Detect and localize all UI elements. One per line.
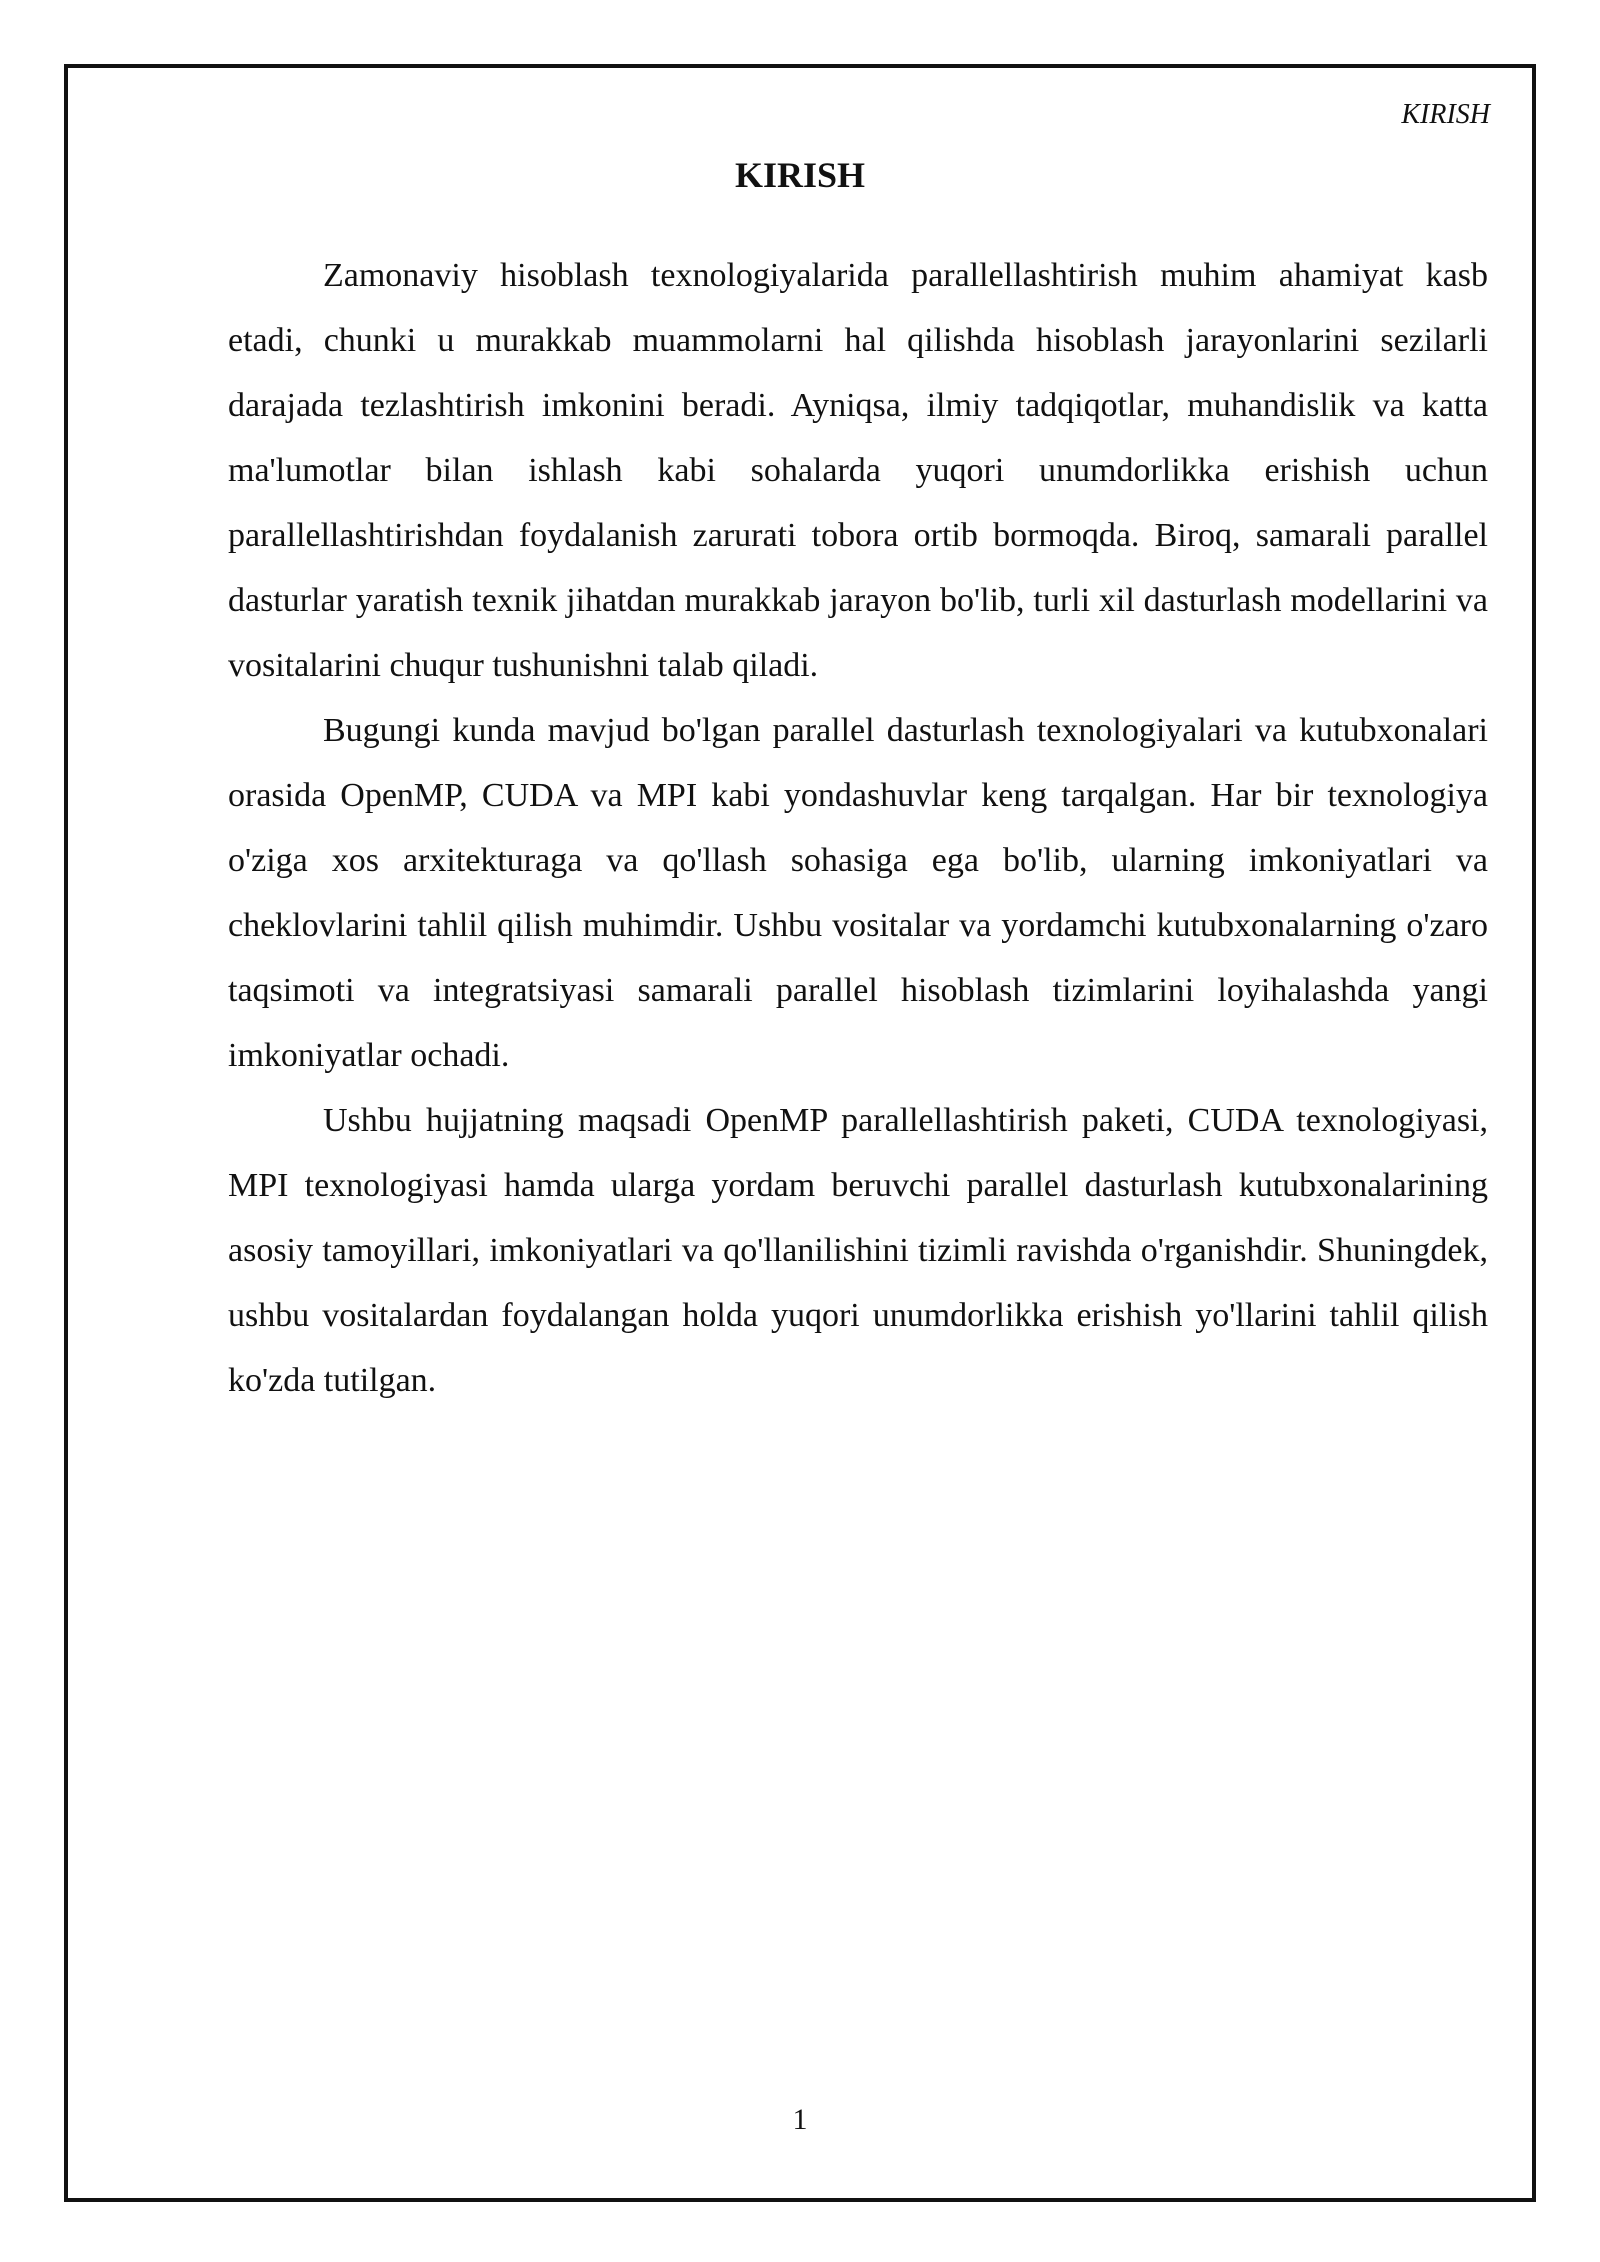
running-header: KIRISH: [1401, 99, 1490, 130]
page-number: 1: [792, 2103, 808, 2136]
body-text: [228, 243, 1488, 1413]
page-title: KIRISH: [734, 155, 866, 195]
paragraph-1: Zamonaviy hisoblash texnologiyalarida parallellashtirish muhim ahamiyat kasb etadi, chunki u murakkab muammolarni hal qilishda hisoblash jarayonlarini sezilarli darajada tezlashtirish imkonini beradi. Ayniqsa, ilmiy tadqiqotlar, muhandislik va katta ma'lumotlar bilan ishlash kabi sohalarda yuqori unumdorlikka erishish uchun parallellashtirishdan foydalanish zarurati tobora ortib bormoqda. Biroq, samarali parallel dasturlar yaratish texnik jihatdan murakkab jarayon bo'lib, turli xil dasturlash modellarini va vositalarini chuqur tushunishni talab qiladi.: [228, 257, 1488, 684]
paragraph-2: Bugungi kunda mavjud bo'lgan parallel dasturlash texnologiyalari va kutubxonalari orasida OpenMP, CUDA va MPI kabi yondashuvlar keng tarqalgan. Har bir texnologiya o'ziga xos arxitekturaga va qo'llash sohasiga ega bo'lib, ularning imkoniyatlari va cheklovlarini tahlil qilish muhimdir. Ushbu vositalar va yordamchi kutubxonalarning o'zaro taqsimoti va integratsiyasi samarali parallel hisoblash tizimlarini loyihalashda yangi imkoniyatlar ochadi.: [228, 712, 1488, 1074]
paragraph-3: Ushbu hujjatning maqsadi OpenMP parallellashtirish paketi, CUDA texnologiyasi, MPI texnologiyasi hamda ularga yordam beruvchi parallel dasturlash kutubxonalarining asosiy tamoyillari, imkoniyatlari va qo'llanilishini tizimli ravishda o'rganishdir. Shuningdek, ushbu vositalardan foydalangan holda yuqori unumdorlikka erishish yo'llarini tahlil qilish ko'zda tutilgan.: [228, 1102, 1488, 1399]
